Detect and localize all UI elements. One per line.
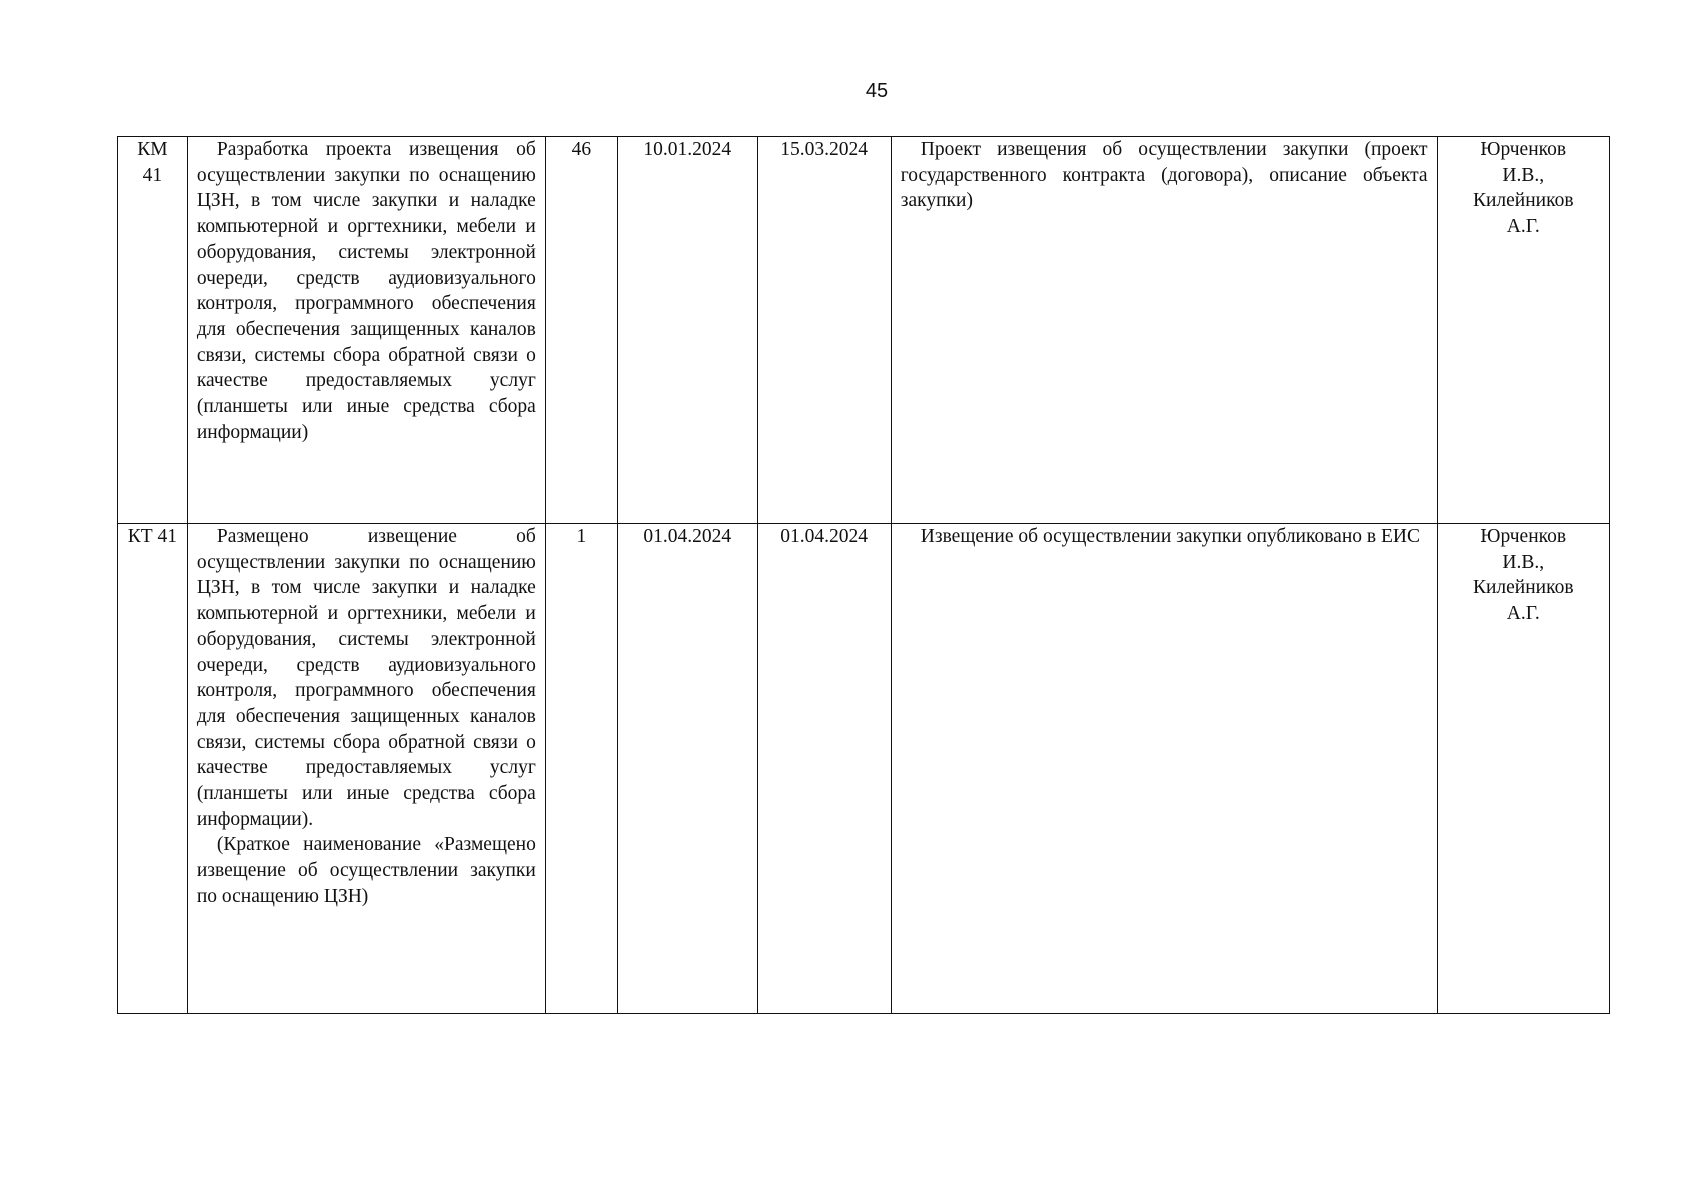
name-paragraph: Разработка проекта извещения об осуществлении закупки по оснащению ЦЗН, в том числе закупки и наладке компьютерной и оргтехники, мебели и оборудования, системы электронной очереди, средств аудиовизуального контроля, программного обеспечения для обеспечения защищенных каналов связи, системы сбора обратной связи о качестве предоставляемых услуг (планшеты или иные средства сбора информации) (196, 139, 536, 443)
result-text: Проект извещения об осуществлении закупки (проект государственного контракта (договора), описание объекта закупки) (900, 139, 1428, 212)
page-number: 45 (865, 80, 889, 102)
result-cell (891, 137, 1437, 524)
end-date-cell: 15.03.2024 (757, 137, 891, 524)
duration-cell: 1 (545, 524, 617, 1014)
responsible-line: Килейников (1472, 190, 1574, 212)
name-paragraph: (Краткое наименование «Размещено извещение об осуществлении закупки по оснащению ЦЗН) (196, 834, 536, 907)
control-point-name (187, 137, 545, 524)
table-row (118, 137, 1610, 524)
result-text: Извещение об осуществлении закупки опубликовано в ЕИС (920, 526, 1420, 547)
start-date-cell: 10.01.2024 (617, 137, 757, 524)
plan-table (117, 136, 1610, 1014)
name-paragraph: Размещено извещение об осуществлении закупки по оснащению ЦЗН, в том числе закупки и наладке компьютерной и оргтехники, мебели и оборудования, системы электронной очереди, средств аудиовизуального контроля, программного обеспечения для обеспечения защищенных каналов связи, системы сбора обратной связи о качестве предоставляемых услуг (планшеты или иные средства сбора информации). (196, 526, 536, 830)
responsible-line: И.В., (1502, 551, 1545, 573)
responsible-line: И.В., (1502, 164, 1545, 186)
control-point-code: КТ 41 (118, 524, 188, 1014)
result-cell (891, 524, 1437, 1014)
responsible-line: Юрченков (1480, 139, 1567, 160)
start-date-cell: 01.04.2024 (617, 524, 757, 1014)
responsible-cell (1437, 524, 1609, 1014)
responsible-line: Юрченков (1480, 526, 1567, 547)
responsible-line: Килейников (1472, 577, 1574, 599)
control-point-code: КМ 41 (118, 137, 188, 524)
control-point-name (187, 524, 545, 1014)
duration-cell: 46 (545, 137, 617, 524)
responsible-cell (1437, 137, 1609, 524)
end-date-cell: 01.04.2024 (757, 524, 891, 1014)
table-row (118, 524, 1610, 1014)
responsible-line: А.Г. (1506, 216, 1540, 238)
responsible-line: А.Г. (1506, 603, 1540, 625)
